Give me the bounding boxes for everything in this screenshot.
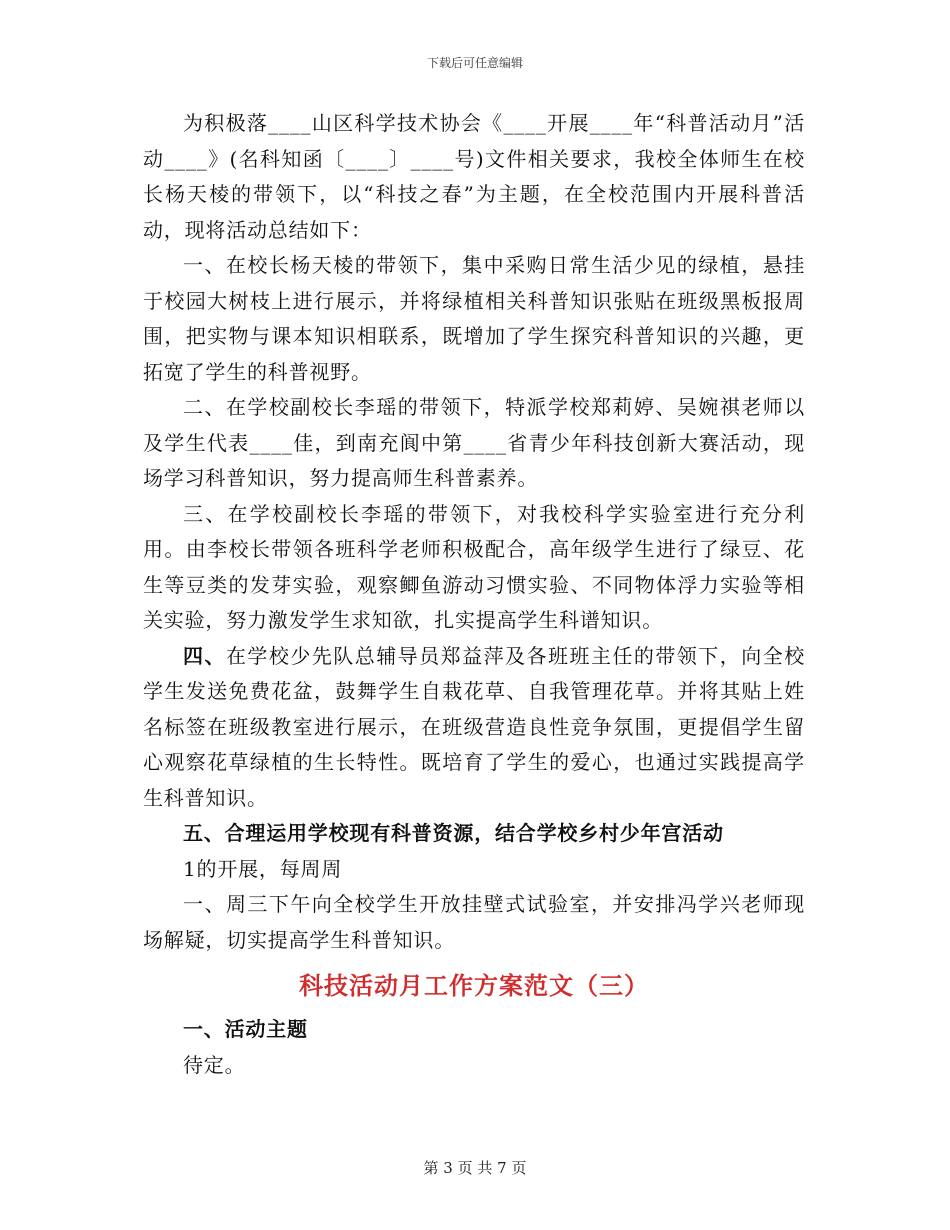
paragraph-five-line: 1的开展，每周周 bbox=[183, 856, 343, 881]
paragraph-four bbox=[143, 639, 805, 817]
page-footer: 第 3 页 共 7 页 bbox=[423, 1159, 527, 1177]
paragraph-one: 一、在校长杨天棱的带领下，集中采购日常生活少见的绿植，悬挂于校园大树枝上进行展示，并将绿植相关科普知识张贴在班级黑板报周围，把实物与课本知识相联系，既增加了学生探究科普知识的兴趣，更拓宽了学生的科普视野。 bbox=[143, 253, 805, 384]
intro-paragraph: 为积极落____山区科学技术协会《____开展____年“科普活动月”活动____》(名科知函〔____〕____号)文件相关要求，我校全体师生在校长杨天棱的带领下，以“科技之春”为主题，在全校范围内开展科普活动，现将活动总结如下： bbox=[143, 111, 805, 242]
theme-value: 待定。 bbox=[183, 1052, 246, 1077]
paragraph-four-body: 在学校少先队总辅导员郑益萍及各班班主任的带领下，向全校学生发送免费花盆，鼓舞学生自栽花草、自我管理花草。并将其贴上姓名标签在班级教室进行展示，在班级营造良性竞争氛围，更提倡学生留心观察花草绿植的生长特性。既培育了学生的爱心，也通过实践提高学生科普知识。 bbox=[143, 643, 805, 810]
paragraph-four-lead: 四、 bbox=[183, 643, 226, 668]
document-body bbox=[143, 106, 805, 1083]
theme-heading: 一、活动主题 bbox=[183, 1017, 308, 1041]
paragraph-two: 二、在学校副校长李瑶的带领下，特派学校郑莉婷、吴婉祺老师以及学生代表____佳，到南充阆中第____省青少年科技创新大赛活动，现场学习科普知识，努力提高师生科普素养。 bbox=[143, 395, 805, 490]
section-title: 科技活动月工作方案范文（三） bbox=[299, 971, 649, 1000]
paragraph-five-heading: 五、合理运用学校现有科普资源，结合学校乡村少年宫活动 bbox=[183, 821, 724, 845]
page-header: 下载后可任意编辑 bbox=[426, 56, 523, 70]
paragraph-six: 一、周三下午向全校学生开放挂壁式试验室，并安排冯学兴老师现场解疑，切实提高学生科普知识。 bbox=[143, 892, 805, 952]
paragraph-three: 三、在学校副校长李瑶的带领下，对我校科学实验室进行充分利用。由李校长带领各班科学老师积极配合，高年级学生进行了绿豆、花生等豆类的发芽实验，观察鲫鱼游动习惯实验、不同物体浮力实验等相关实验，努力激发学生求知欲，扎实提高学生科谱知识。 bbox=[143, 501, 805, 632]
